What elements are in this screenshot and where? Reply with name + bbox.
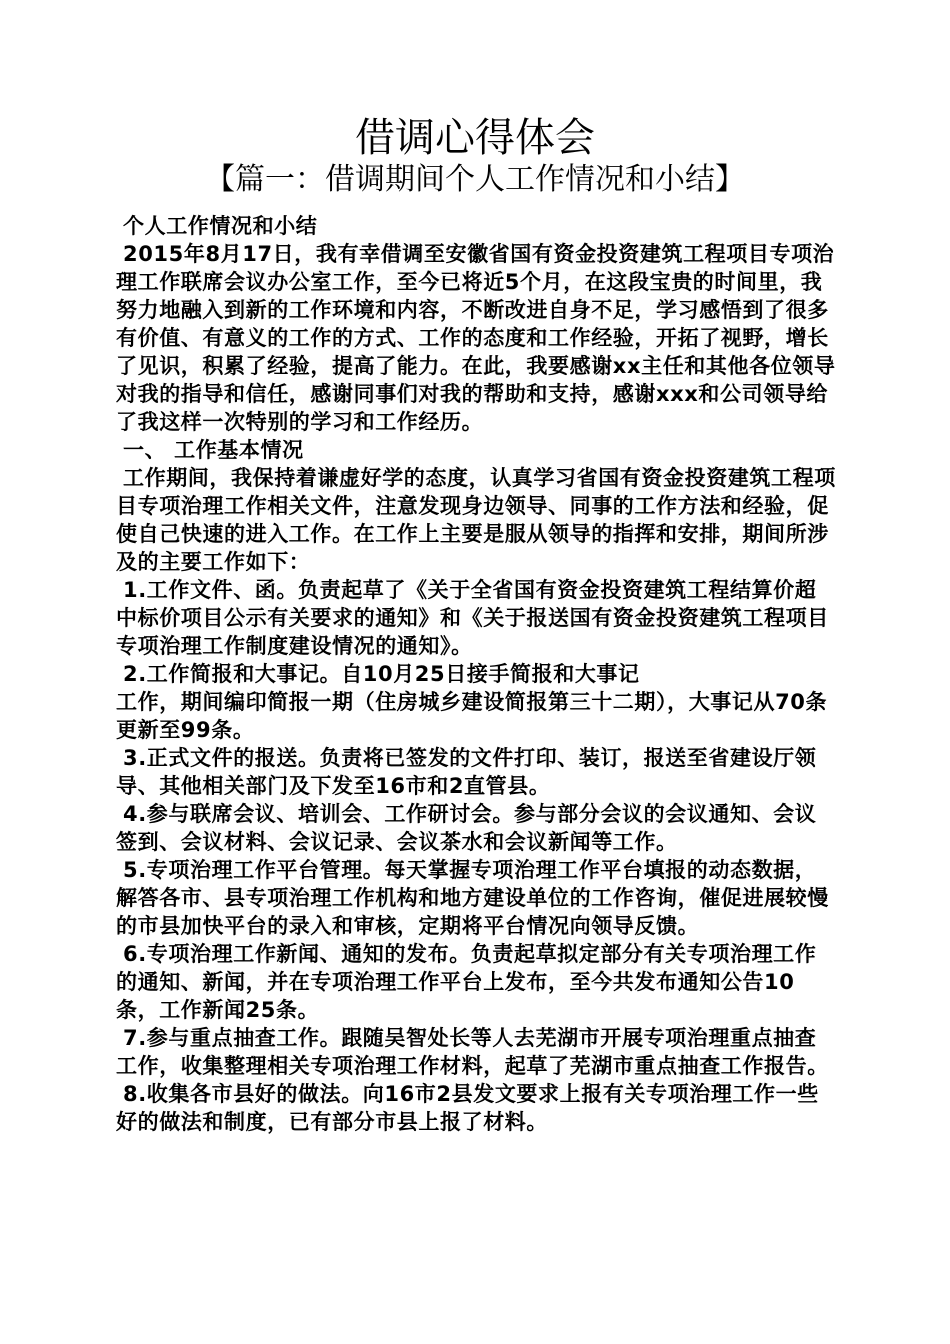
list-item-3: 3.正式文件的报送。负责将已签发的文件打印、装订，报送至省建设厅领导、其他相关部门及下发至16市和2直管县。 [116,746,817,798]
section-heading-summary: 个人工作情况和小结 [123,214,318,238]
list-item-1: 1.工作文件、函。负责起草了《关于全省国有资金投资建筑工程结算价超中标价项目公示有关要求的通知》和《关于报送国有资金投资建筑工程项目专项治理工作制度建设情况的通知》。 [116,578,829,658]
paragraph-work-period: 工作期间，我保持着谦虚好学的态度，认真学习省国有资金投资建筑工程项目专项治理工作相关文件，注意发现身边领导、同事的工作方法和经验，促使自己快速的进入工作。在工作上主要是服从领导的指挥和安排，期间所涉及的主要工作如下： [116,466,836,574]
list-item-6: 6.专项治理工作新闻、通知的发布。负责起草拟定部分有关专项治理工作的通知、新闻，并在专项治理工作平台上发布，至今共发布通知公告10条，工作新闻25条。 [116,942,817,1022]
paragraph-intro: 2015年8月17日，我有幸借调至安徽省国有资金投资建筑工程项目专项治理工作联席会议办公室工作，至今已将近5个月，在这段宝贵的时间里，我努力地融入到新的工作环境和内容，不断改进自身不足，学习感悟到了很多有价值、有意义的工作的方式、工作的态度和工作经验，开拓了视野，增长了见识，积累了经验，提高了能力。在此，我要感谢xx主任和其他各位领导对我的指导和信任，感谢同事们对我的帮助和支持，感谢xxx和公司领导给了我这样一次特别的学习和工作经历。 [116,242,836,434]
list-item-2-continued: 工作，期间编印简报一期（住房城乡建设简报第三十二期），大事记从70条更新至99条。 [116,690,828,742]
section-heading-basic: 一、 工作基本情况 [123,438,304,462]
list-item-8: 8.收集各市县好的做法。向16市2县发文要求上报有关专项治理工作一些好的做法和制度，已有部分市县上报了材料。 [116,1082,819,1134]
document-body [116,212,836,1136]
document-subtitle: 【篇一：借调期间个人工作情况和小结】 [205,162,745,197]
list-item-5: 5.专项治理工作平台管理。每天掌握专项治理工作平台填报的动态数据，解答各市、县专项治理工作机构和地方建设单位的工作咨询，催促进展较慢的市县加快平台的录入和审核，定期将平台情况向领导反馈。 [116,858,829,938]
list-item-4: 4.参与联席会议、培训会、工作研讨会。参与部分会议的会议通知、会议签到、会议材料、会议记录、会议茶水和会议新闻等工作。 [116,802,817,854]
list-item-7: 7.参与重点抽查工作。跟随吴智处长等人去芜湖市开展专项治理重点抽查工作，收集整理相关专项治理工作材料，起草了芜湖市重点抽查工作报告。 [116,1026,829,1078]
list-item-2: 2.工作简报和大事记。自10月25日接手简报和大事记 [123,662,640,686]
document-title: 借调心得体会 [355,115,595,161]
